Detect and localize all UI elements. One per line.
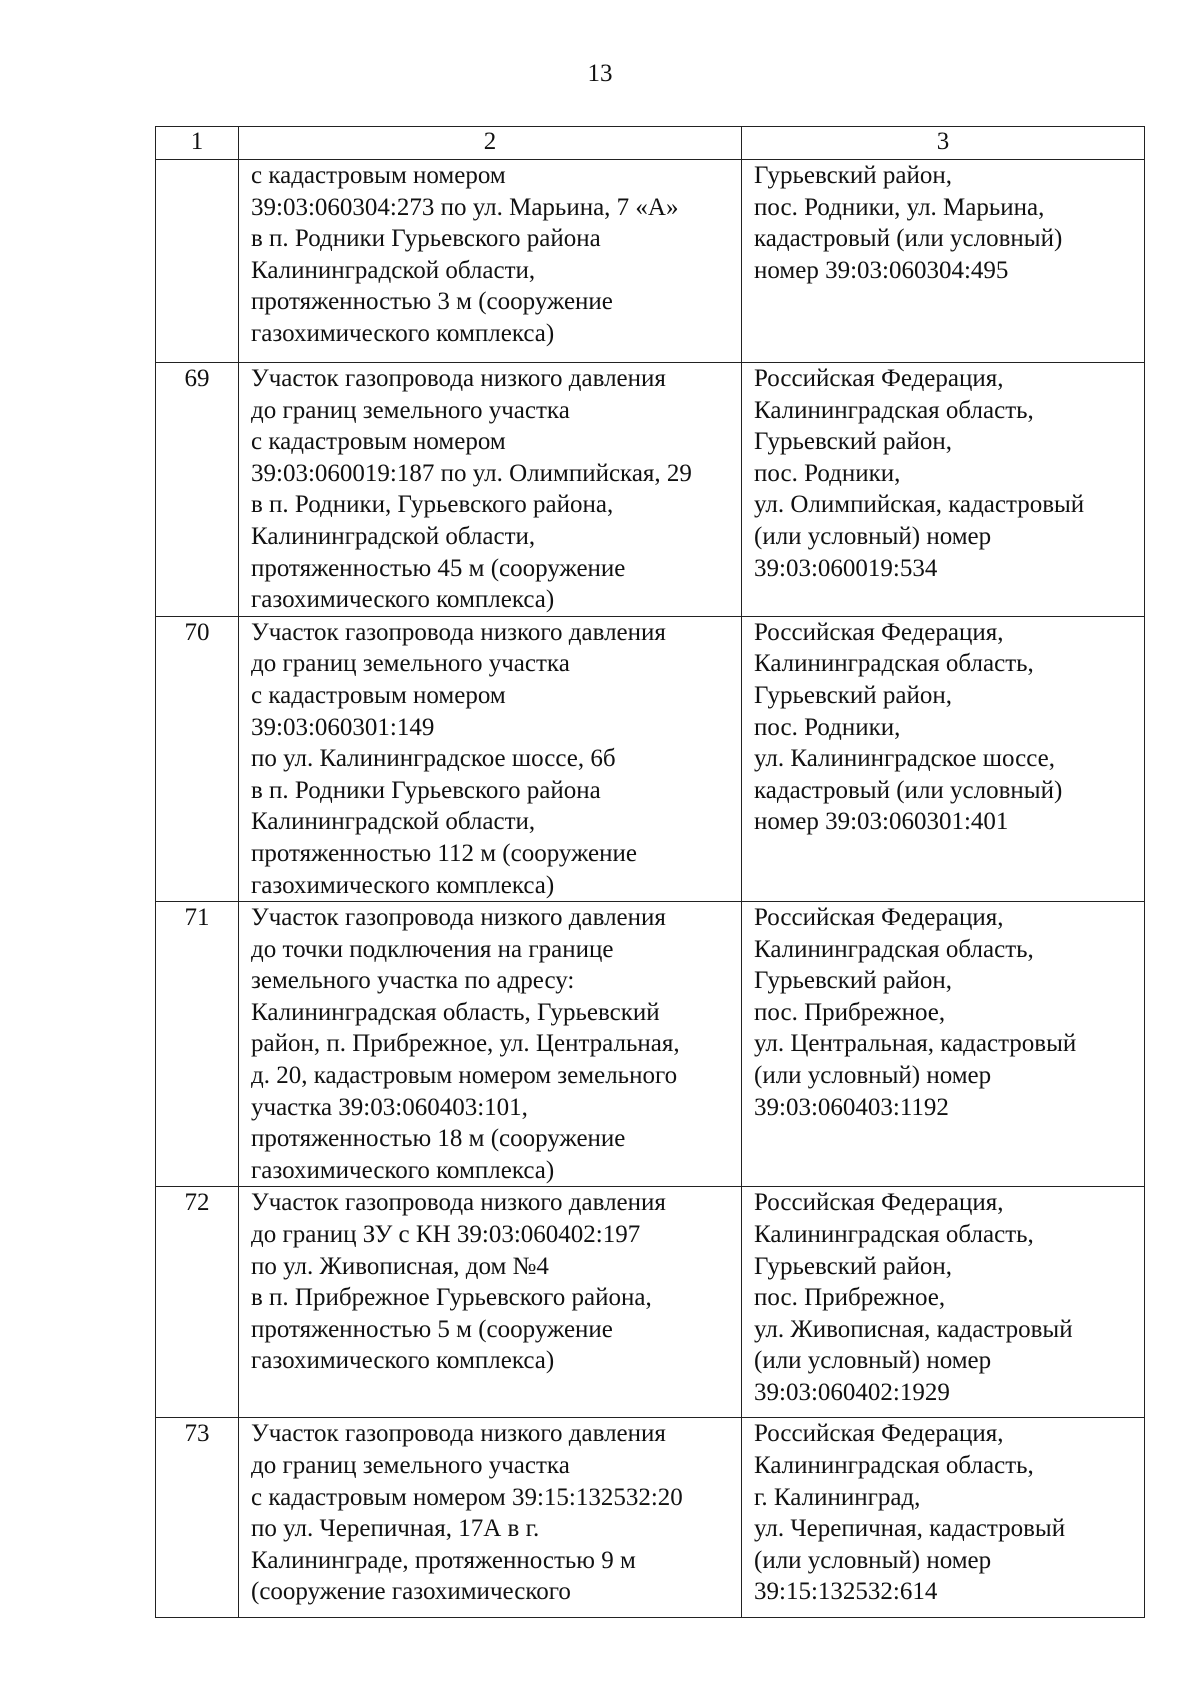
address-line: (или условный) номер xyxy=(754,1347,992,1375)
address-line: ул. Калининградское шоссе, xyxy=(754,745,1055,773)
address-line: ул. Черепичная, кадастровый xyxy=(754,1515,1066,1543)
description-line: земельного участка по адресу: xyxy=(251,967,575,995)
address-line: кадастровый (или условный) xyxy=(754,776,1063,804)
object-description-cell xyxy=(239,1418,742,1618)
address-line: кадастровый (или условный) xyxy=(754,225,1063,253)
address-line: Российская Федерация, xyxy=(754,618,1004,646)
address-line: Гурьевский район, xyxy=(754,681,953,709)
address-line: пос. Прибрежное, xyxy=(754,1284,946,1312)
description-line: газохимического комплекса) xyxy=(251,319,555,347)
row-number: 69 xyxy=(156,363,239,617)
object-address-cell xyxy=(742,1418,1145,1618)
description-line: с кадастровым номером 39:15:132532:20 xyxy=(251,1483,683,1511)
description-line: протяженностью 112 м (сооружение xyxy=(251,839,637,867)
description-line: Калининградской области, xyxy=(251,522,536,550)
object-description-cell xyxy=(239,1187,742,1418)
address-line: Гурьевский район, xyxy=(754,967,953,995)
address-line: Калининградская область, xyxy=(754,396,1034,424)
description-line: с кадастровым номером xyxy=(251,162,506,189)
address-line: пос. Родники, xyxy=(754,713,901,741)
description-line: протяженностью 3 м (сооружение xyxy=(251,288,613,316)
description-line: 39:03:060019:187 по ул. Олимпийская, 29 xyxy=(251,459,692,487)
description-line: газохимического комплекса) xyxy=(251,1156,555,1184)
object-description-cell xyxy=(239,902,742,1187)
table-row xyxy=(156,616,1145,901)
description-line: в п. Прибрежное Гурьевского района, xyxy=(251,1284,652,1312)
row-number: 72 xyxy=(156,1187,239,1418)
address-line: пос. Прибрежное, xyxy=(754,998,946,1026)
description-line: участка 39:03:060403:101, xyxy=(251,1093,528,1121)
object-address-cell xyxy=(742,1187,1145,1418)
address-line: 39:03:060019:534 xyxy=(754,554,938,582)
address-line: 39:03:060403:1192 xyxy=(754,1093,949,1121)
page-number: 13 xyxy=(587,60,613,87)
address-line: пос. Родники, ул. Марьина, xyxy=(754,193,1045,221)
description-line: 39:03:060301:149 xyxy=(251,713,435,741)
address-line: г. Калининград, xyxy=(754,1483,921,1511)
address-line: Российская Федерация, xyxy=(754,1420,1004,1448)
description-line: Участок газопровода низкого давления xyxy=(251,1189,666,1217)
table-row xyxy=(156,902,1145,1187)
table-row xyxy=(156,1187,1145,1418)
description-line: до точки подключения на границе xyxy=(251,935,614,963)
address-line: (или условный) номер xyxy=(754,1062,992,1090)
object-address-cell xyxy=(742,902,1145,1187)
row-number: 71 xyxy=(156,902,239,1187)
address-line: номер 39:03:060301:401 xyxy=(754,808,1009,836)
description-line: газохимического комплекса) xyxy=(251,871,555,899)
address-line: Гурьевский район, xyxy=(754,1252,953,1280)
description-line: до границ земельного участка xyxy=(251,650,570,678)
address-line: (или условный) номер xyxy=(754,522,992,550)
table-header-row xyxy=(156,127,1145,160)
address-line: Калининградская область, xyxy=(754,935,1034,963)
description-line: газохимического комплекса) xyxy=(251,586,555,614)
description-line: по ул. Черепичная, 17А в г. xyxy=(251,1515,540,1543)
description-line: по ул. Живописная, дом №4 xyxy=(251,1252,549,1280)
table-row xyxy=(156,1418,1145,1618)
description-line: Калининграде, протяженностью 9 м xyxy=(251,1546,636,1574)
description-line: по ул. Калининградское шоссе, 6б xyxy=(251,745,616,773)
object-address-cell xyxy=(742,363,1145,617)
address-line: 39:03:060402:1929 xyxy=(754,1379,950,1406)
description-line: в п. Родники Гурьевского района xyxy=(251,225,601,253)
description-line: Участок газопровода низкого давления xyxy=(251,365,666,392)
header-col-1: 1 xyxy=(156,127,239,160)
address-line: номер 39:03:060304:495 xyxy=(754,256,1009,284)
table-row xyxy=(156,363,1145,617)
header-col-3: 3 xyxy=(742,127,1145,160)
address-line: ул. Олимпийская, кадастровый xyxy=(754,491,1085,519)
description-line: д. 20, кадастровым номером земельного xyxy=(251,1062,678,1090)
description-line: до границ ЗУ с КН 39:03:060402:197 xyxy=(251,1221,641,1249)
address-line: Калининградская область, xyxy=(754,1221,1034,1249)
row-number: 73 xyxy=(156,1418,239,1618)
description-line: с кадастровым номером xyxy=(251,681,506,709)
address-line: Российская Федерация, xyxy=(754,365,1004,392)
address-line: Калининградская область, xyxy=(754,1452,1034,1480)
description-line: Калининградская область, Гурьевский xyxy=(251,998,660,1026)
table-row xyxy=(156,160,1145,363)
row-number: 70 xyxy=(156,616,239,901)
row-number xyxy=(156,160,239,363)
address-line: пос. Родники, xyxy=(754,459,901,487)
address-line: ул. Живописная, кадастровый xyxy=(754,1315,1073,1343)
address-line: ул. Центральная, кадастровый xyxy=(754,1030,1077,1058)
description-line: протяженностью 45 м (сооружение xyxy=(251,554,626,582)
object-address-cell xyxy=(742,616,1145,901)
object-description-cell xyxy=(239,363,742,617)
description-line: в п. Родники Гурьевского района xyxy=(251,776,601,804)
description-line: Участок газопровода низкого давления xyxy=(251,904,666,932)
address-line: Российская Федерация, xyxy=(754,1189,1004,1217)
address-line: Калининградская область, xyxy=(754,650,1034,678)
description-line: до границ земельного участка xyxy=(251,1452,570,1480)
description-line: протяженностью 5 м (сооружение xyxy=(251,1315,613,1343)
description-line: 39:03:060304:273 по ул. Марьина, 7 «А» xyxy=(251,193,679,221)
address-line: 39:15:132532:614 xyxy=(754,1578,938,1606)
address-line: Гурьевский район, xyxy=(754,428,953,456)
description-line: с кадастровым номером xyxy=(251,428,506,456)
description-line: Участок газопровода низкого давления xyxy=(251,618,666,646)
document-table xyxy=(155,126,1145,1618)
description-line: (сооружение газохимического xyxy=(251,1578,571,1606)
description-line: газохимического комплекса) xyxy=(251,1347,555,1375)
header-col-2: 2 xyxy=(239,127,742,160)
description-line: Калининградской области, xyxy=(251,808,536,836)
description-line: протяженностью 18 м (сооружение xyxy=(251,1125,626,1153)
description-line: Участок газопровода низкого давления xyxy=(251,1420,666,1448)
description-line: до границ земельного участка xyxy=(251,396,570,424)
address-line: Гурьевский район, xyxy=(754,162,953,189)
object-description-cell xyxy=(239,160,742,363)
object-address-cell xyxy=(742,160,1145,363)
description-line: район, п. Прибрежное, ул. Центральная, xyxy=(251,1030,680,1058)
description-line: Калининградской области, xyxy=(251,256,536,284)
address-line: (или условный) номер xyxy=(754,1546,992,1574)
address-line: Российская Федерация, xyxy=(754,904,1004,932)
description-line: в п. Родники, Гурьевского района, xyxy=(251,491,614,519)
object-description-cell xyxy=(239,616,742,901)
